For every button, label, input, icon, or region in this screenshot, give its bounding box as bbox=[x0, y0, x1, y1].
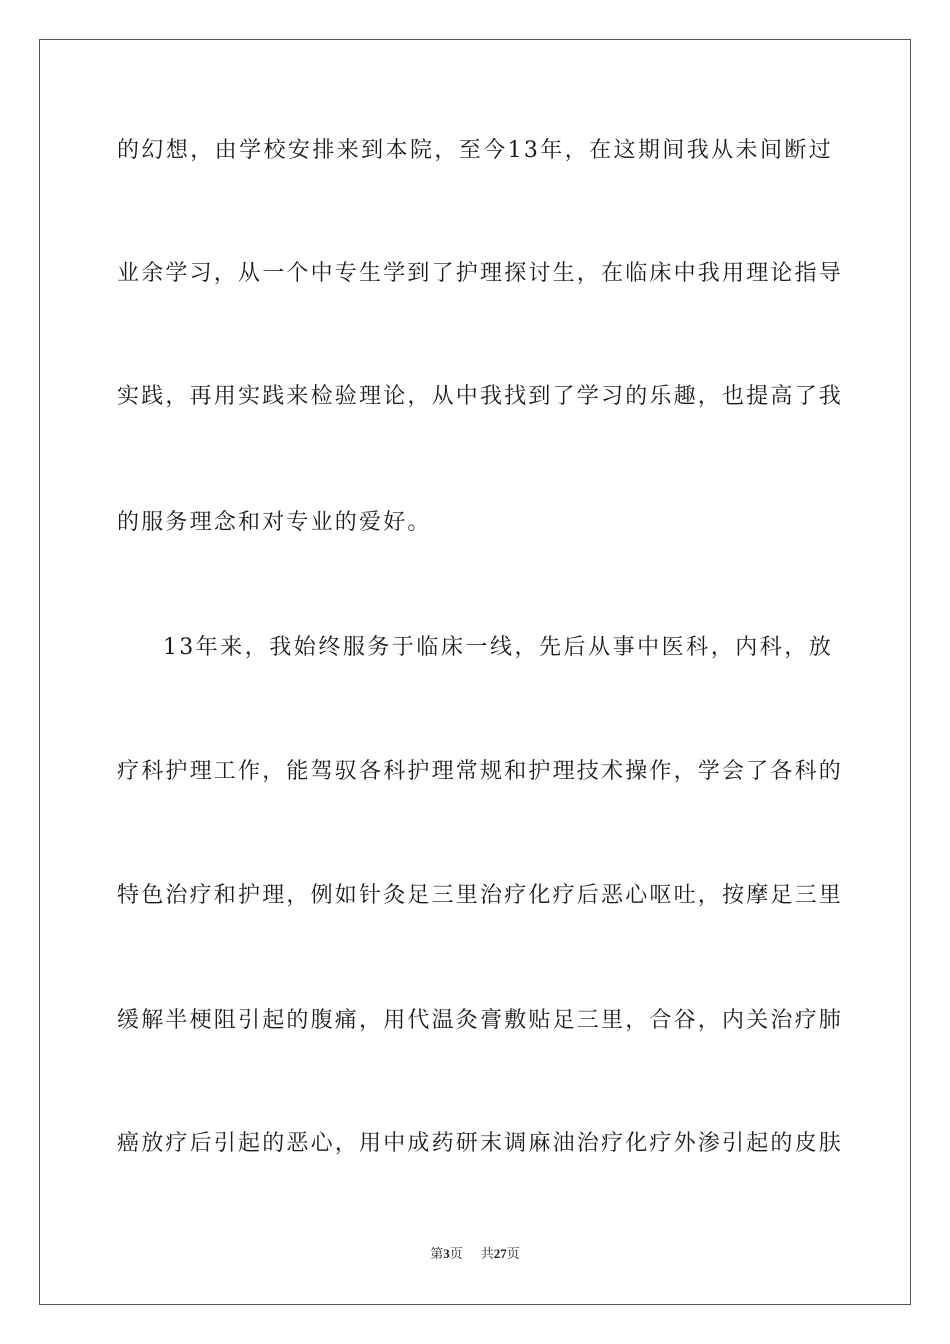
page-prefix: 第 bbox=[430, 1247, 444, 1262]
paragraph-line: 的服务理念和对专业的爱好。 bbox=[117, 510, 432, 535]
paragraph-line: 特色治疗和护理，例如针灸足三里治疗化疗后恶心呕吐，按摩足三里 bbox=[117, 883, 844, 908]
paragraph-line: 疗科护理工作，能驾驭各科护理常规和护理技术操作，学会了各科的 bbox=[117, 759, 844, 784]
paragraph-line: 癌放疗后引起的恶心，用中成药研末调麻油治疗化疗外渗引起的皮肤 bbox=[117, 1131, 844, 1156]
total-suffix: 页 bbox=[506, 1247, 520, 1262]
page-suffix: 页 bbox=[449, 1247, 463, 1262]
total-pages: 27 bbox=[493, 1246, 507, 1261]
page-footer bbox=[0, 1245, 950, 1264]
total-prefix: 共 bbox=[480, 1247, 494, 1262]
page-border bbox=[39, 39, 911, 1305]
paragraph-line: 的幻想，由学校安排来到本院，至今13年，在这期间我从未间断过 bbox=[117, 138, 833, 163]
paragraph-line: 缓解半梗阻引起的腹痛，用代温灸膏敷贴足三里，合谷，内关治疗肺 bbox=[117, 1008, 844, 1033]
paragraph-line: 业余学习，从一个中专生学到了护理探讨生，在临床中我用理论指导 bbox=[117, 261, 844, 286]
paragraph-line: 13年来，我始终服务于临床一线，先后从事中医科，内科，放 bbox=[163, 635, 833, 660]
page-number: 3 bbox=[443, 1246, 450, 1261]
paragraph-line: 实践，再用实践来检验理论，从中我找到了学习的乐趣，也提高了我 bbox=[117, 384, 844, 409]
